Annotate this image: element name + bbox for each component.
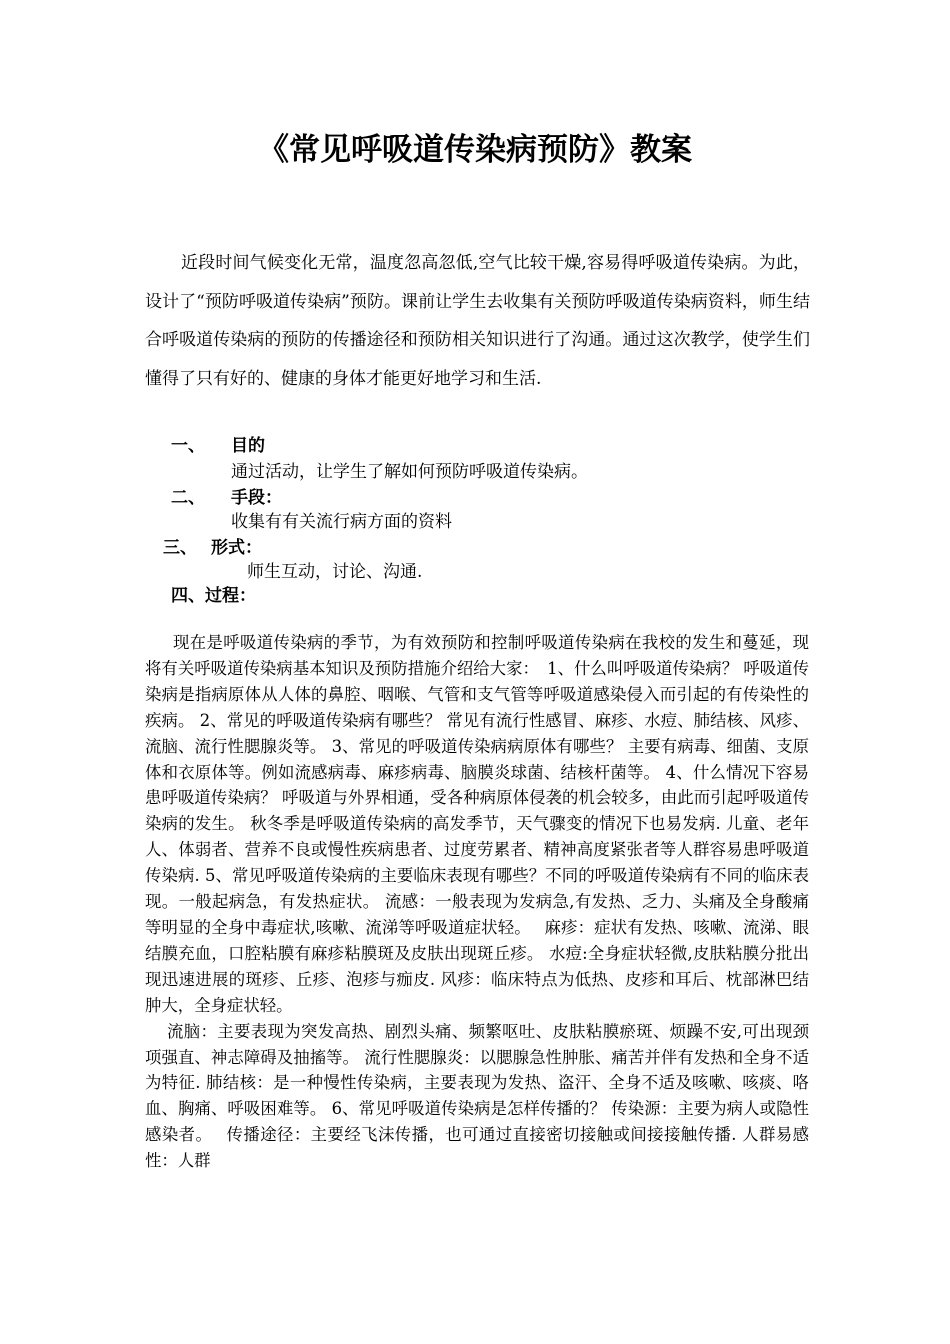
process-content (145, 630, 809, 1174)
section-2-body: 收集有有关流行病方面的资料 (231, 512, 452, 532)
section-1-body: 通过活动，让学生了解如何预防呼吸道传染病。 (231, 462, 588, 482)
section-4-heading: 四、过程： (171, 586, 256, 606)
section-3-body: 师生互动，讨论、沟通. (247, 562, 423, 582)
section-2-title: 手段： (231, 488, 282, 508)
section-3-title: 形式： (211, 538, 262, 558)
process-paragraph-2: 流脑：主要表现为突发高热、剧烈头痛、频繁呕吐、皮肤粘膜瘀斑、烦躁不安,可出现颈项强直、神志障碍及抽搐等。 流行性腮腺炎：以腮腺急性肿胀、痛苦并伴有发热和全身不适为特征. 肺结核：是一种慢性传染病，主要表现为发热、盗汗、全身不适及咳嗽、咳痰、咯血、胸痛、呼吸困难等。 6、常见呼吸道传染病是怎样传播的？ 传染源：主要为病人或隐性感染者。 传播途径：主要经飞沫传播，也可通过直接密切接触或间接接触传播. 人群易感性：人群 (145, 1021, 809, 1171)
document-title: 《常见呼吸道传染病预防》教案 (258, 132, 692, 168)
section-3-number: 三、 (163, 538, 197, 558)
section-1-title: 目的 (231, 436, 265, 456)
process-paragraph-1: 现在是呼吸道传染病的季节，为有效预防和控制呼吸道传染病在我校的发生和蔓延，现将有关呼吸道传染病基本知识及预防措施介绍给大家： 1、什么叫呼吸道传染病？ 呼吸道传染病是指病原体从人体的鼻腔、咽喉、气管和支气管等呼吸道感染侵入而引起的有传染性的疾病。 2、常见的呼吸道传染病有哪些？ 常见有流行性感冒、麻疹、水痘、肺结核、风疹、流脑、流行性腮腺炎等。 3、常见的呼吸道传染病病原体有哪些？ 主要有病毒、细菌、支原体和衣原体等。例如流感病毒、麻疹病毒、脑膜炎球菌、结核杆菌等。 4、什么情况下容易患呼吸道传染病？ 呼吸道与外界相通，受各种病原体侵袭的机会较多，由此而引起呼吸道传染病的发生。 秋冬季是呼吸道传染病的高发季节，天气骤变的情况下也易发病. 儿童、老年人、体弱者、营养不良或慢性疾病患者、过度劳累者、精神高度紧张者等人群容易患呼吸道传染病. 5、常见呼吸道传染病的主要临床表现有哪些？不同的呼吸道传染病有不同的临床表现。一般起病急，有发热症状。 流感：一般表现为发病急,有发热、乏力、头痛及全身酸痛等明显的全身中毒症状,咳嗽、流涕等呼吸道症状轻。 麻疹：症状有发热、咳嗽、流涕、眼结膜充血，口腔粘膜有麻疹粘膜斑及皮肤出现斑丘疹。 水痘:全身症状轻微,皮肤粘膜分批出现迅速进展的斑疹、丘疹、泡疹与痂皮. 风疹：临床特点为低热、皮疹和耳后、枕部淋巴结肿大，全身症状轻。 (145, 633, 809, 1015)
section-2-number: 二、 (171, 488, 205, 508)
intro-paragraph: 近段时间气候变化无常，温度忽高忽低,空气比较干燥,容易得呼吸道传染病。为此，设计了“预防呼吸道传染病”预防。课前让学生去收集有关预防呼吸道传染病资料，师生结合呼吸道传染病的预防的传播途径和预防相关知识进行了沟通。通过这次教学，使学生们懂得了只有好的、健康的身体才能更好地学习和生活. (145, 253, 810, 389)
section-2-heading (171, 486, 282, 510)
section-1-number: 一、 (171, 436, 205, 456)
section-1-heading (171, 434, 265, 458)
section-3-heading (163, 536, 262, 560)
